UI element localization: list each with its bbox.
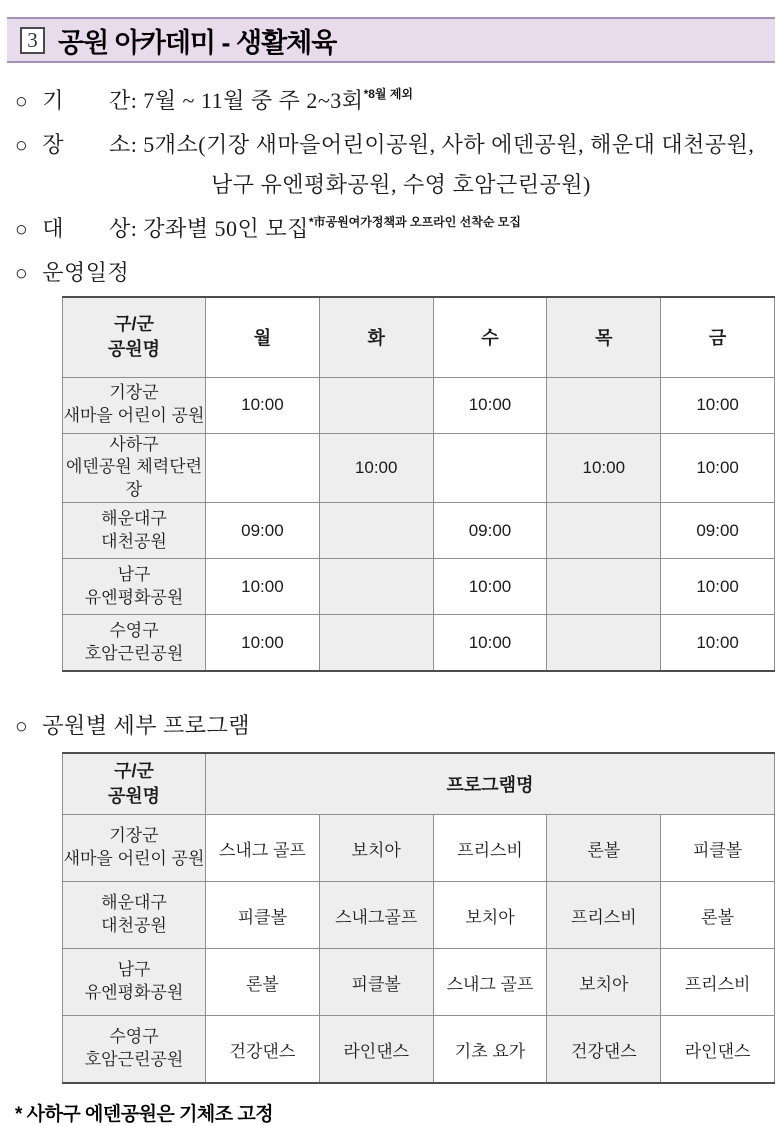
program-cell: 피클볼 [319,949,433,1016]
park-name: 호암근린공원 [84,1050,184,1070]
time-cell: 10:00 [433,559,547,615]
day-header-wed: 수 [433,297,547,377]
park-name-cell [63,377,206,433]
circle-bullet-icon: ○ [15,713,29,738]
time-cell: 09:00 [206,503,320,559]
period-text: 기 간: 7월 ~ 11월 중 주 2~3회 [42,88,364,113]
schedule-row-gijang [63,377,775,433]
park-name-cell [63,815,206,882]
park-name-cell [63,433,206,503]
program-cell: 건강댄스 [547,1016,661,1083]
park-name-cell [63,615,206,671]
corner-line-1: 구/군 [114,314,154,335]
park-name: 대천공원 [101,531,167,551]
program-cell: 건강댄스 [206,1016,320,1083]
time-cell: 10:00 [661,615,775,671]
time-cell [547,503,661,559]
corner-line-1: 구/군 [114,760,154,781]
period-line [15,84,780,115]
program-name-header: 프로그램명 [206,753,775,815]
program-cell: 보치아 [319,815,433,882]
program-cell: 피클볼 [661,815,775,882]
time-cell [319,503,433,559]
program-row-gijang [63,815,775,882]
time-cell [319,559,433,615]
park-name: 유엔평화공원 [84,983,184,1003]
time-cell [547,377,661,433]
time-cell: 10:00 [206,559,320,615]
park-name: 새마을 어린이 공원 [63,406,205,425]
park-name: 새마을 어린이 공원 [63,849,205,869]
program-cell: 피클볼 [206,882,320,949]
park-name-cell [63,882,206,949]
program-table [62,752,775,1084]
time-cell: 09:00 [433,503,547,559]
district-name: 수영구 [109,1027,159,1047]
program-row-suyeong [63,1016,775,1083]
schedule-row-saha [63,433,775,503]
program-cell: 프리스비 [547,882,661,949]
page-title: 공원 아카데미 - 생활체육 [58,27,337,58]
circle-bullet-icon: ○ [15,261,29,285]
program-row-namgu [63,949,775,1016]
time-cell: 10:00 [433,377,547,433]
program-section-title [15,709,780,740]
time-cell: 10:00 [206,377,320,433]
time-cell: 10:00 [319,433,433,503]
program-cell: 라인댄스 [661,1016,775,1083]
section-header [7,17,775,63]
day-header-mon: 월 [206,297,320,377]
time-cell: 10:00 [661,433,775,503]
park-name-cell [63,1016,206,1083]
schedule-row-namgu [63,559,775,615]
time-cell: 10:00 [206,615,320,671]
target-text: 대 상: 강좌별 50인 모집 [42,216,309,241]
day-header-fri: 금 [661,297,775,377]
program-cell: 스내그 골프 [433,949,547,1016]
day-header-thu: 목 [547,297,661,377]
document-page [0,17,780,1125]
program-cell: 스내그 골프 [206,815,320,882]
program-cell: 스내그골프 [319,882,433,949]
circle-bullet-icon: ○ [15,217,29,241]
schedule-row-haeundae [63,503,775,559]
schedule-title-text: 운영일정 [42,260,130,285]
time-cell: 10:00 [547,433,661,503]
circle-bullet-icon: ○ [15,89,29,113]
time-cell [433,433,547,503]
program-cell: 보치아 [433,882,547,949]
corner-line-2: 공원명 [107,786,161,807]
program-corner-cell [63,753,206,815]
schedule-header-row [63,297,775,377]
schedule-table [62,296,775,672]
footnote: * 사하구 에덴공원은 기체조 고정 [15,1103,274,1125]
park-name-cell [63,503,206,559]
program-cell: 라인댄스 [319,1016,433,1083]
district-name: 남구 [117,564,151,584]
time-cell: 10:00 [433,615,547,671]
location-text-2: 남구 유엔평화공원, 수영 호암근린공원) [211,172,591,197]
target-line [15,212,780,243]
location-text: 장 소: 5개소(기장 새마을어린이공원, 사하 에덴공원, 해운대 대천공원, [42,132,755,157]
schedule-corner-cell [63,297,206,377]
location-line-continued [15,168,780,199]
program-cell: 프리스비 [661,949,775,1016]
district-name: 사하구 [109,434,159,454]
time-cell [319,377,433,433]
time-cell [547,615,661,671]
program-cell: 론볼 [661,882,775,949]
district-name: 남구 [117,960,151,980]
park-name: 유엔평화공원 [84,587,184,607]
district-name: 기장군 [109,826,159,846]
program-row-haeundae [63,882,775,949]
schedule-row-suyeong [63,615,775,671]
program-cell: 론볼 [206,949,320,1016]
corner-line-2: 공원명 [107,339,161,360]
time-cell: 09:00 [661,503,775,559]
district-name: 수영구 [109,620,159,640]
park-name: 에덴공원 체력단련장 [65,457,203,500]
park-name: 대천공원 [101,916,167,936]
section-number-box: 3 [20,27,45,54]
program-cell: 기초 요가 [433,1016,547,1083]
program-cell: 보치아 [547,949,661,1016]
district-name: 기장군 [109,383,159,403]
circle-bullet-icon: ○ [15,133,29,157]
target-footnote: *市공원여가정책과 오프라인 선착순 모집 [308,214,521,229]
park-name-cell [63,559,206,615]
program-cell: 프리스비 [433,815,547,882]
district-name: 해운대구 [101,893,167,913]
program-header-row [63,753,775,815]
day-header-tue: 화 [319,297,433,377]
time-cell: 10:00 [661,559,775,615]
location-line [15,128,780,159]
time-cell: 10:00 [661,377,775,433]
time-cell [206,433,320,503]
program-cell: 론볼 [547,815,661,882]
park-name-cell [63,949,206,1016]
period-footnote: *8월 제외 [363,86,414,101]
program-title-text: 공원별 세부 프로그램 [42,712,250,738]
park-name: 호암근린공원 [84,643,184,663]
time-cell [547,559,661,615]
district-name: 해운대구 [101,508,167,528]
time-cell [319,615,433,671]
schedule-section-title [15,256,780,287]
